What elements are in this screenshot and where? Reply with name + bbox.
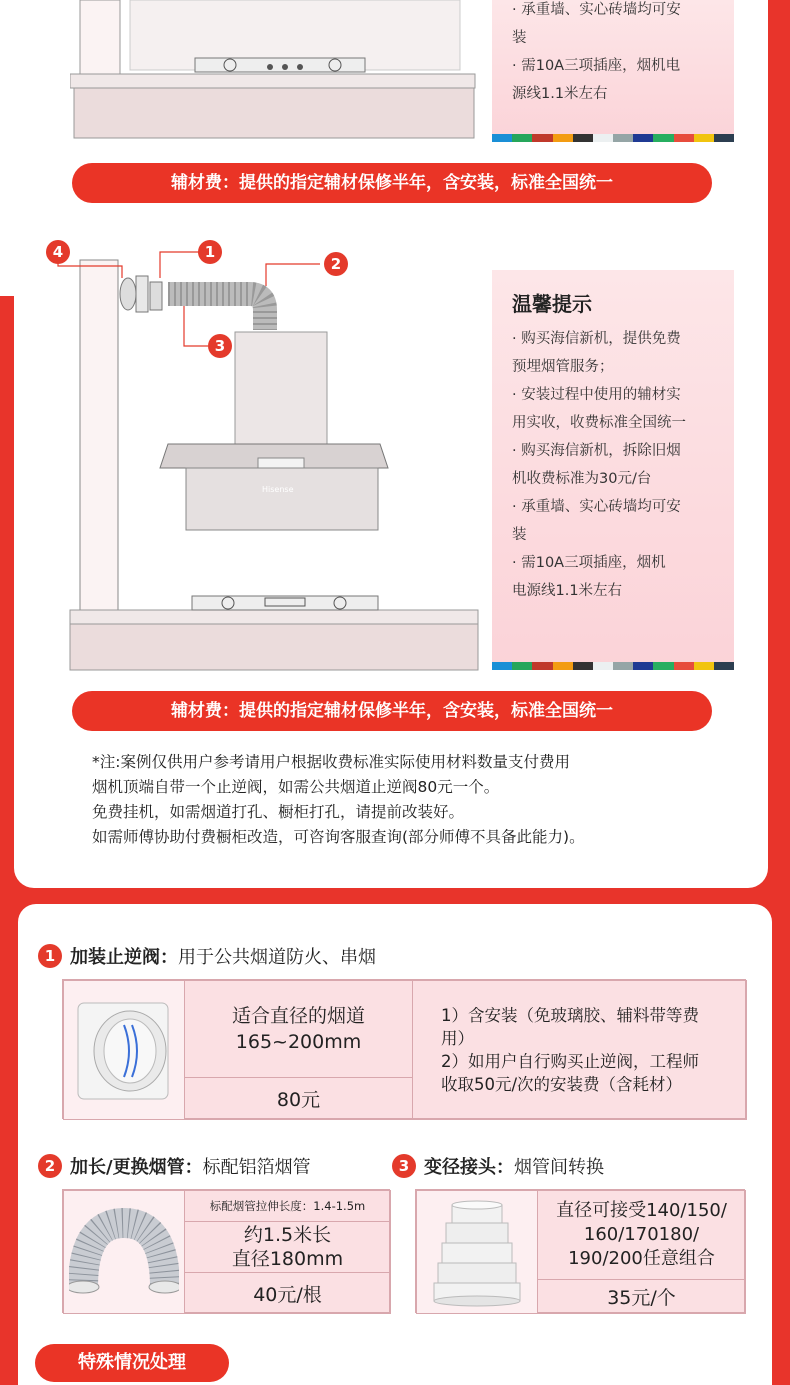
- color-swatch: [512, 662, 532, 670]
- reducer-image: [432, 1197, 522, 1307]
- spec-line: 直径可接受140/150/: [556, 1200, 727, 1221]
- color-bar: [492, 662, 734, 670]
- color-swatch: [593, 662, 613, 670]
- footnote-line: 免费挂机，如需烟道打孔、橱柜打孔，请提前改装好。: [92, 803, 465, 821]
- color-swatch: [674, 134, 694, 142]
- warm-tips-box: [492, 270, 734, 670]
- color-swatch: [573, 134, 593, 142]
- color-swatch: [674, 662, 694, 670]
- tip-line: · 承重墙、实心砖墙均可安: [512, 499, 681, 515]
- color-swatch: [492, 134, 512, 142]
- brand-logo-text: Hisense: [262, 485, 294, 494]
- item-number: 3: [392, 1154, 416, 1178]
- spec-line: 直径180mm: [231, 1248, 344, 1270]
- spec-line: 190/200任意组合: [568, 1248, 715, 1269]
- color-swatch: [633, 662, 653, 670]
- hood-installation-diagram: [40, 232, 480, 672]
- note-line: 2）如用户自行购买止逆阀，工程师: [441, 1052, 699, 1071]
- item-check-valve-header: [38, 943, 376, 969]
- diagram-marker-4: 4: [46, 240, 70, 264]
- accessory-fee-banner: 辅材费：提供的指定辅材保修半年，含安装，标准全国统一: [72, 691, 712, 731]
- check-valve-notes-cell: [412, 980, 747, 1120]
- note-line: 1）含安装（免玻璃胶、辅料带等费: [441, 1006, 699, 1025]
- item-name: 加长/更换烟管：: [70, 1157, 203, 1178]
- note-line: 用）: [441, 1029, 474, 1048]
- color-swatch: [593, 134, 613, 142]
- color-swatch: [532, 134, 552, 142]
- tip-line: · 需10A三项插座，烟机: [512, 555, 666, 571]
- spec-line: 165~200mm: [235, 1031, 362, 1053]
- tip-line: 装: [512, 527, 527, 543]
- item-desc: 烟管间转换: [514, 1157, 604, 1178]
- color-swatch: [613, 134, 633, 142]
- duct-image: [69, 1207, 179, 1297]
- color-swatch: [553, 134, 573, 142]
- check-valve-spec-cell: [184, 980, 413, 1078]
- check-valve-table: [62, 979, 746, 1119]
- tip-line: · 购买海信新机，提供免费: [512, 331, 681, 347]
- color-swatch: [633, 134, 653, 142]
- tip-line: · 安装过程中使用的辅材实: [512, 387, 681, 403]
- footnote-line: *注:案例仅供用户参考请用户根据收费标准实际使用材料数量支付费用: [92, 753, 570, 771]
- color-swatch: [653, 662, 673, 670]
- note-line: 收取50元/次的安装费（含耗材）: [441, 1075, 683, 1094]
- color-swatch: [492, 662, 512, 670]
- reducer-image-cell: [416, 1190, 538, 1314]
- duct-table: [62, 1189, 390, 1313]
- tip-line: 用实收，收费标准全国统一: [512, 415, 686, 431]
- top-tip-line: 装: [512, 30, 527, 46]
- duct-image-cell: [63, 1190, 185, 1314]
- item-reducer-header: [392, 1153, 604, 1179]
- top-tip-line: · 需10A三项插座，烟机电: [512, 58, 681, 74]
- item-name: 变径接头：: [424, 1157, 514, 1178]
- top-tip-line: 源线1.1米左右: [512, 86, 608, 102]
- footnote-line: 如需师傅协助付费橱柜改造，可咨询客服查询(部分师傅不具备此能力)。: [92, 828, 585, 846]
- color-swatch: [573, 662, 593, 670]
- check-valve-image-cell: [63, 980, 185, 1120]
- item-desc: 标配铝箔烟管: [202, 1157, 311, 1178]
- duct-spec-cell: [184, 1221, 391, 1273]
- special-cases-button[interactable]: 特殊情况处理: [35, 1344, 229, 1382]
- reducer-table: [415, 1189, 745, 1313]
- diagram-marker-1: 1: [198, 240, 222, 264]
- color-swatch: [653, 134, 673, 142]
- diagram-marker-2: 2: [324, 252, 348, 276]
- item-name: 加装止逆阀：: [70, 947, 178, 968]
- reducer-spec-cell: [537, 1190, 746, 1280]
- color-bar: [492, 134, 734, 142]
- top-tip-line: · 承重墙、实心砖墙均可安: [512, 2, 681, 18]
- item-number: 1: [38, 944, 62, 968]
- color-swatch: [714, 134, 734, 142]
- color-swatch: [512, 134, 532, 142]
- color-swatch: [694, 662, 714, 670]
- footnote-line: 烟机顶端自带一个止逆阀，如需公共烟道止逆阀80元一个。: [92, 778, 500, 796]
- top-kitchen-illustration: [70, 0, 480, 140]
- tip-line: · 购买海信新机，拆除旧烟: [512, 443, 681, 459]
- reducer-price: 35元/个: [537, 1279, 746, 1314]
- color-swatch: [532, 662, 552, 670]
- item-number: 2: [38, 1154, 62, 1178]
- check-valve-image: [72, 995, 176, 1105]
- duct-price: 40元/根: [184, 1272, 391, 1314]
- color-swatch: [714, 662, 734, 670]
- color-swatch: [613, 662, 633, 670]
- footnote: [92, 750, 712, 850]
- item-desc: 用于公共烟道防火、串烟: [178, 947, 376, 968]
- accessory-fee-banner: 辅材费：提供的指定辅材保修半年，含安装，标准全国统一: [72, 163, 712, 203]
- tip-line: 机收费标准为30元/台: [512, 471, 652, 487]
- color-swatch: [694, 134, 714, 142]
- spec-line: 约1.5米长: [243, 1224, 332, 1246]
- tip-line: 预埋烟管服务；: [512, 359, 614, 375]
- check-valve-price: 80元: [184, 1077, 413, 1120]
- item-duct-header: [38, 1153, 311, 1179]
- spec-line: 适合直径的烟道: [231, 1005, 365, 1027]
- spec-line: 160/170180/: [583, 1224, 700, 1245]
- diagram-marker-3: 3: [208, 334, 232, 358]
- duct-spec-small: 标配烟管拉伸长度：1.4-1.5m: [184, 1190, 391, 1222]
- tip-line: 电源线1.1米左右: [512, 583, 623, 599]
- top-tips-box: [492, 0, 734, 142]
- tips-title: 温馨提示: [512, 292, 592, 316]
- color-swatch: [553, 662, 573, 670]
